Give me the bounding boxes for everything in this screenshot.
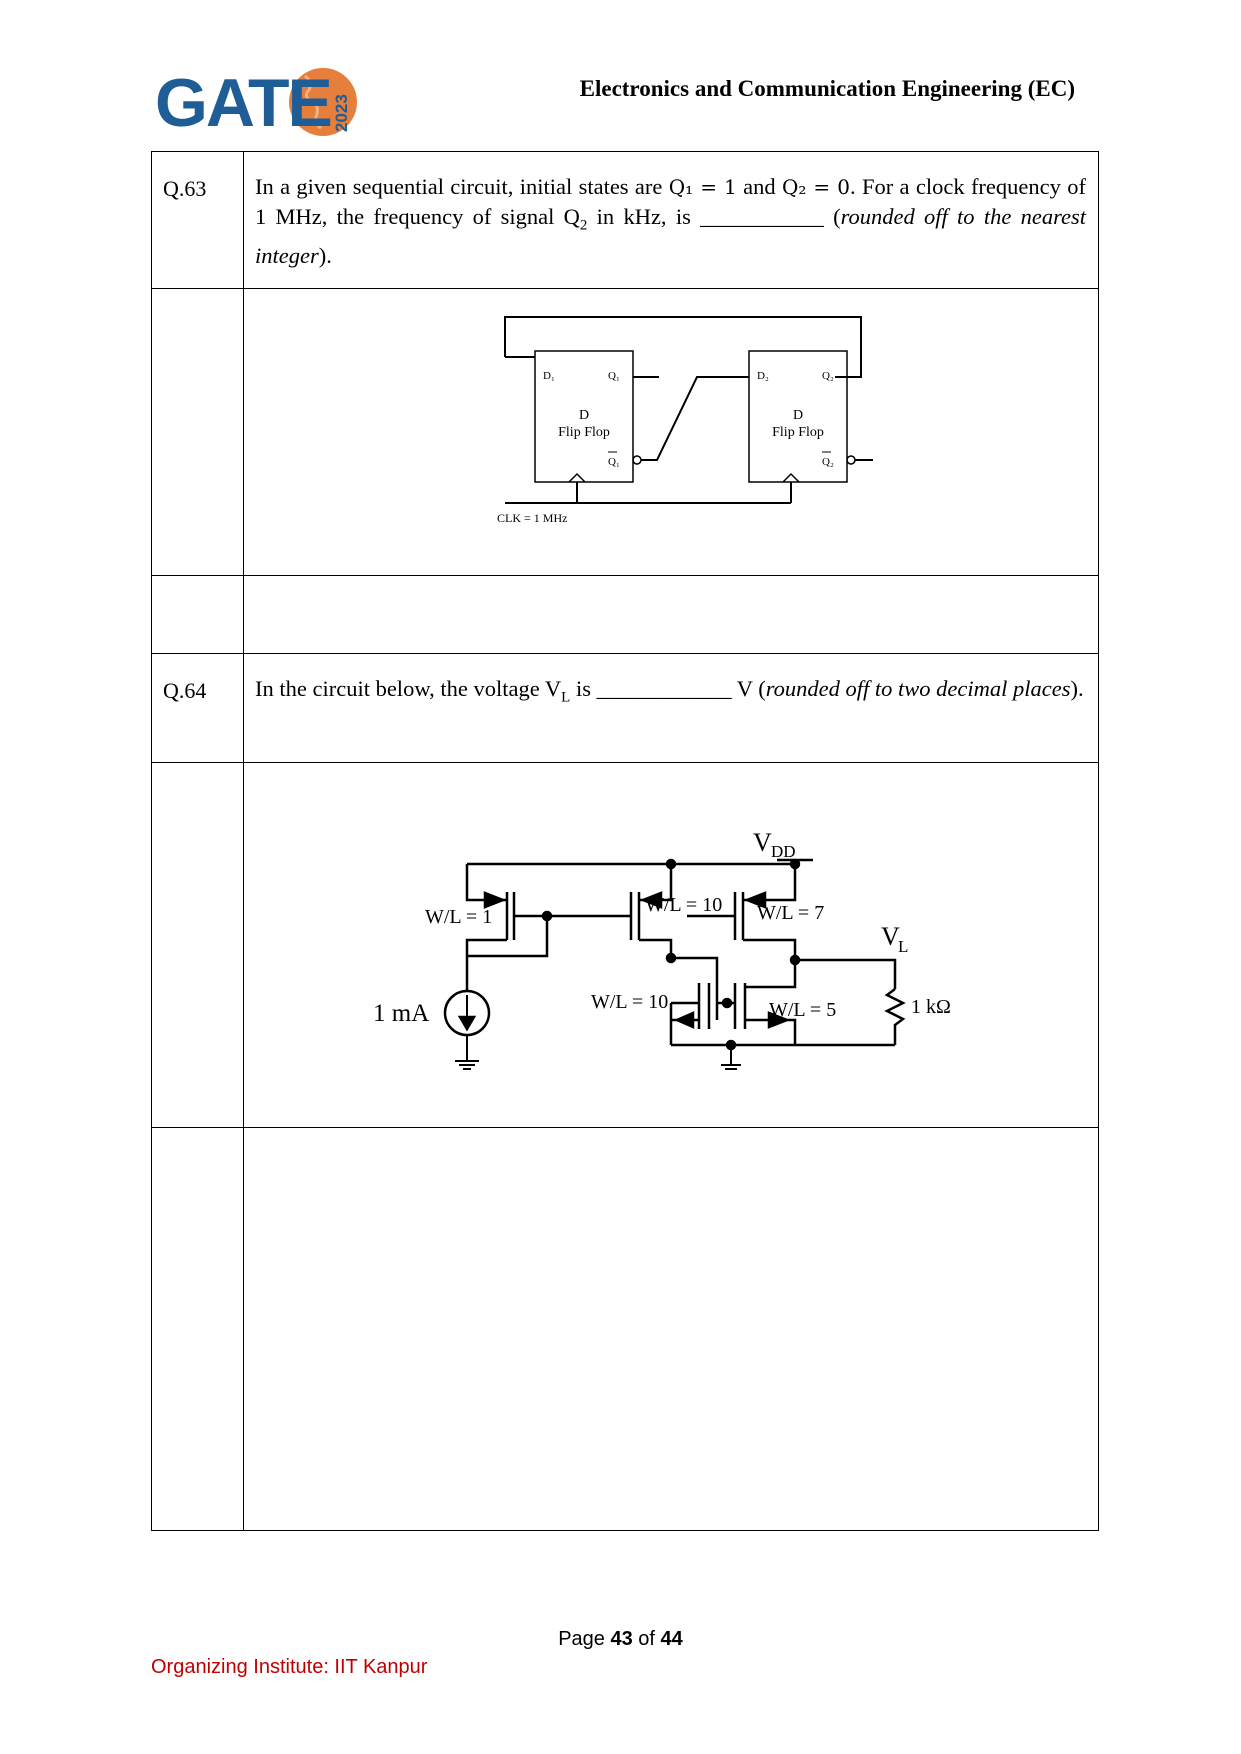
q63-row	[152, 152, 1099, 289]
flip-flop-circuit	[247, 289, 1095, 575]
ff1-qbar-label: Q₁	[608, 456, 620, 468]
ff2-d-label: D₂	[757, 370, 769, 382]
ff1-qbar-bubble	[633, 456, 641, 464]
feedback-wire	[505, 317, 861, 377]
ff1-subtitle: Flip Flop	[558, 425, 610, 440]
wl10-bottom-label: W/L = 10	[591, 991, 669, 1013]
ff2-subtitle: Flip Flop	[772, 425, 824, 440]
subject-title: Electronics and Communication Engineering (EC)	[579, 76, 1075, 101]
ff2-title: D	[792, 408, 804, 423]
page-number: Page 43 of 44	[558, 1628, 683, 1650]
q64-text: In the circuit below, the voltage $V_L$ is ____________ V (rounded off to two decimal places).	[244, 654, 1099, 763]
q63-q2-equation: Q₂ = 0	[781, 175, 850, 199]
logo-text: GATE	[155, 65, 331, 140]
logo-year: 2023	[332, 94, 351, 132]
ff2-qbar-label: Q₂	[822, 456, 834, 468]
cross-wire	[641, 377, 749, 460]
current-source-label: 1 mA	[373, 1000, 430, 1027]
vdd-sub: DD	[771, 842, 796, 861]
resistor-label: 1 kΩ	[911, 996, 951, 1018]
clock-edge-1	[569, 474, 585, 482]
q63-text: In a given sequential circuit, initial states are Q₁ = 1 and Q₂ = 0. For a clock frequency of 1 MHz, the frequency of signal $Q_2$ in kHz, is ___________ (rounded off to the nearest integer).	[244, 152, 1099, 289]
q64-number: Q.64	[152, 654, 244, 763]
vl-label: V	[881, 922, 900, 951]
mosfet-circuit	[247, 763, 1095, 1127]
ff1-d-label: D₁	[543, 370, 555, 382]
ff2-q-label: Q₂	[822, 370, 834, 382]
ff1-q-label: Q₁	[608, 370, 620, 382]
q64-figure-row	[152, 763, 1099, 1128]
ff1-title: D	[578, 408, 590, 423]
q64-row	[152, 654, 1099, 763]
wl1-label: W/L = 1	[425, 906, 493, 928]
gate-logo	[155, 62, 360, 140]
spacer-row	[152, 576, 1099, 654]
vl-sub: L	[898, 937, 909, 956]
wl5-label: W/L = 5	[769, 999, 837, 1021]
clock-edge-2	[783, 474, 799, 482]
q63-q1-equation: Q₁ = 1	[668, 175, 737, 199]
vdd-label: V	[753, 828, 772, 857]
clk-label: CLK = 1 MHz	[497, 511, 568, 525]
wl10-top-label: W/L = 10	[645, 894, 723, 916]
wl7-label: W/L = 7	[757, 902, 825, 924]
q63-number: Q.63	[152, 152, 244, 289]
q63-figure-row	[152, 289, 1099, 576]
ff2-qbar-bubble	[847, 456, 855, 464]
organizing-institute: Organizing Institute: IIT Kanpur	[151, 1656, 428, 1678]
question-table	[151, 151, 1099, 1531]
answer-space-row	[152, 1128, 1099, 1531]
